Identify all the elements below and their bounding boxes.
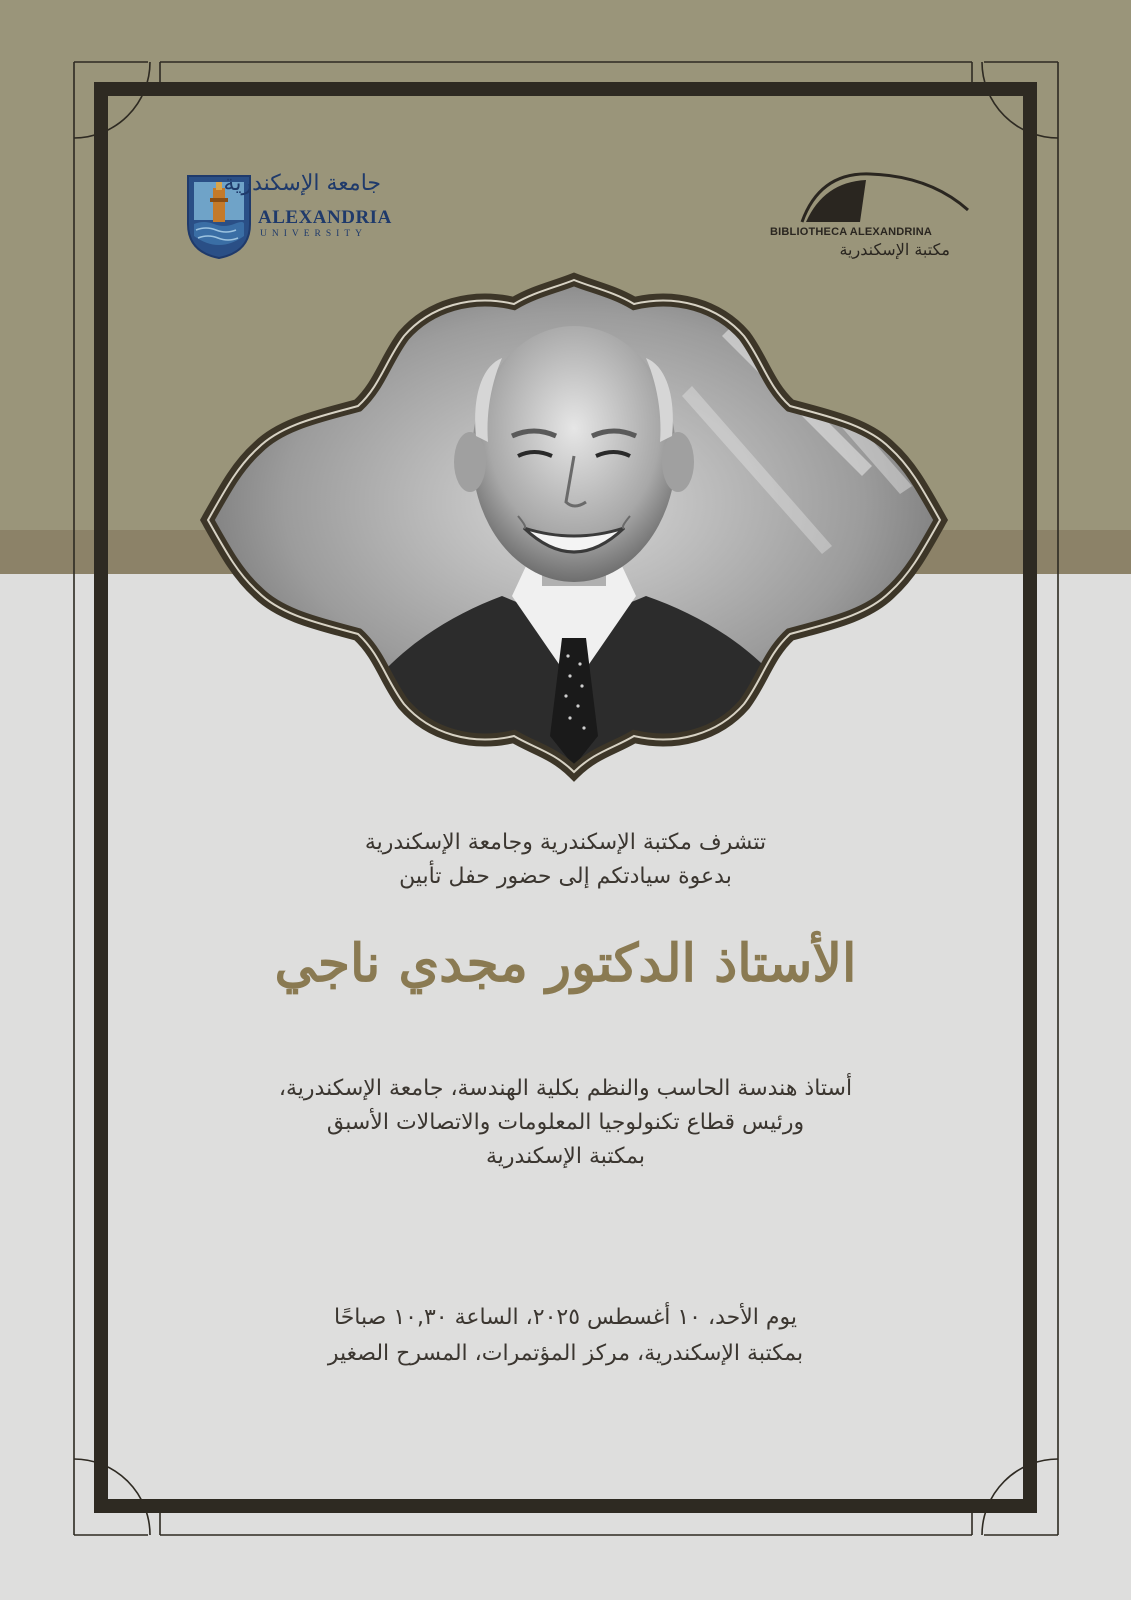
bibliotheca-alexandrina-logo xyxy=(770,170,990,265)
university-name-english: ALEXANDRIA xyxy=(258,207,392,228)
portrait-photo xyxy=(172,266,976,792)
bio-line-3: بمكتبة الإسكندرية xyxy=(485,1144,646,1169)
university-name-arabic: جامعة الإسكندرية xyxy=(223,171,381,196)
library-arc-icon xyxy=(800,170,970,225)
bio-line-1: أستاذ هندسة الحاسب والنظم بكلية الهندسة، جامعة الإسكندرية، xyxy=(278,1076,853,1101)
bio-line-2: ورئيس قطاع تكنولوجيا المعلومات والاتصالات الأسبق xyxy=(326,1110,805,1135)
library-name-english: BIBLIOTHECA ALEXANDRINA xyxy=(770,226,933,238)
event-details xyxy=(100,1300,1031,1372)
invitation-text xyxy=(100,826,1031,894)
invitation-line-2: بدعوة سيادتكم إلى حضور حفل تأبين xyxy=(399,864,732,889)
event-date-time: يوم الأحد، ١٠ أغسطس ٢٠٢٥، الساعة ١٠,٣٠ صباحًا xyxy=(334,1305,797,1330)
university-subtitle-english: UNIVERSITY xyxy=(260,229,367,239)
alexandria-university-logo xyxy=(186,171,396,261)
honoree-name: الأستاذ الدكتور مجدي ناجي xyxy=(274,933,857,994)
library-name-arabic: مكتبة الإسكندرية xyxy=(839,240,950,259)
invitation-line-1: تتشرف مكتبة الإسكندرية وجامعة الإسكندرية xyxy=(364,830,767,855)
event-location: بمكتبة الإسكندرية، مركز المؤتمرات، المسرح الصغير xyxy=(327,1341,804,1366)
honoree-bio xyxy=(100,1072,1031,1174)
